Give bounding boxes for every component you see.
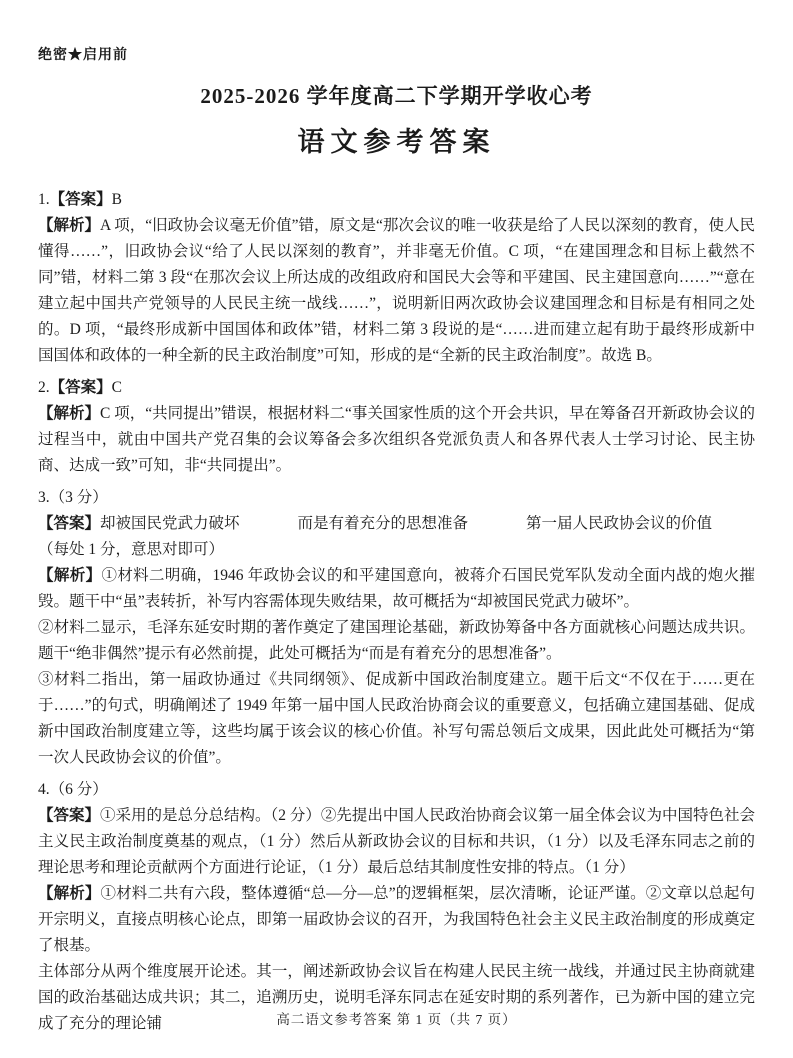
page-footer: 高二语文参考答案 第 1 页（共 7 页） xyxy=(276,1012,517,1027)
q1-answer-label: 【答案】 xyxy=(49,191,112,208)
q1-analysis xyxy=(38,213,755,369)
q2-answer-value: C xyxy=(111,379,122,396)
answer-key-title: 语文参考答案 xyxy=(297,127,496,157)
q1-analysis-text: A 项，“旧政协会议毫无价值”错，原文是“那次会议的唯一收获是给了人民以深刻的教育，使人民懂得……”，旧政协会议“给了人民以深刻的教育”，并非毫无价值。C 项，“在建国理念和目标上截然不同”错，材料二第 3 段“在那次会议上所达成的改组政府和国民大会等和平建国、民主建国意向……”“意在建立起中国共产党领导的人民民主统一战线……”，说明新旧两次政协会议建国理念和目标是有相同之处的。D 项，“最终形成新中国国体和政体”错，材料二第 3 段说的是“……进而建立起有助于最终形成新中国国体和政体的一种全新的民主政治制度”可知，形成的是“全新的民主政治制度”。故选 B。 xyxy=(38,217,755,364)
q3-blank-3: 第一届人民政协会议的价值 xyxy=(526,515,713,532)
q4-answer xyxy=(38,803,755,881)
answer-key-body xyxy=(38,187,755,1037)
q3-analysis-3: ③材料二指出，第一届政协通过《共同纲领》、促成新中国政治制度建立。题干后文“不仅在于……更在于……”的句式，明确阐述了 1949 年第一届中国人民政治协商会议的重要意义，包括确立建国基础、促成新中国政治制度建立等，这些均属于该会议的核心价值。补写句需总领后文成果，因此此处可概括为“第一次人民政协会议的价值”。 xyxy=(38,671,755,766)
q4-heading: 4.（6 分） xyxy=(38,781,108,798)
q1-number: 1. xyxy=(38,191,50,208)
section-q1 xyxy=(38,187,755,369)
secrecy-label: 绝密★启用前 xyxy=(38,48,128,63)
q2-number: 2. xyxy=(38,379,50,396)
q2-analysis-label: 【解析】 xyxy=(38,405,101,422)
q3-blank-1: 却被国民党武力破坏 xyxy=(100,515,240,532)
q3-analysis-1 xyxy=(38,563,755,615)
q3-answer-line xyxy=(38,511,755,537)
section-q2 xyxy=(38,375,755,479)
q2-analysis xyxy=(38,401,755,479)
q3-scoring-note: （每处 1 分，意思对即可） xyxy=(38,541,225,558)
q2-analysis-text: C 项，“共同提出”错误，根据材料二“事关国家性质的这个开会共识，早在筹备召开新政协会议的过程当中，就由中国共产党召集的会议筹备会多次组织各党派负责人和各界代表人士学习讨论、民主协商、达成一致”可知，非“共同提出”。 xyxy=(38,405,755,474)
q4-analysis xyxy=(38,881,755,959)
q3-answer-label: 【答案】 xyxy=(38,515,101,532)
q4-analysis-text: ①材料二共有六段，整体遵循“总—分—总”的逻辑框架，层次清晰，论证严谨。②文章以总起句开宗明义，直接点明核心论点，即第一届政协会议的召开，为我国特色社会主义民主政治制度的形成奠定了根基。 xyxy=(38,885,755,954)
q3-heading: 3.（3 分） xyxy=(38,489,108,506)
q3-analysis-1-text: ①材料二明确，1946 年政协会议的和平建国意向，被蒋介石国民党军队发动全面内战的炮火摧毁。题干中“虽”表转折，补写内容需体现失败结果，故可概括为“却被国民党武力破坏”。 xyxy=(38,567,755,610)
q2-answer-label: 【答案】 xyxy=(49,379,112,396)
q3-analysis-label: 【解析】 xyxy=(38,567,102,584)
q4-analysis-label: 【解析】 xyxy=(38,885,101,902)
section-q3 xyxy=(38,485,755,771)
exam-title: 2025-2026 学年度高二下学期开学收心考 xyxy=(200,84,593,108)
q1-analysis-label: 【解析】 xyxy=(38,217,101,234)
section-q4 xyxy=(38,777,755,1037)
q3-analysis-2: ②材料二显示，毛泽东延安时期的著作奠定了建国理论基础，新政协筹备中各方面就核心问题达成共识。题干“绝非偶然”提示有必然前提，此处可概括为“而是有着充分的思想准备”。 xyxy=(38,619,755,662)
q3-blank-2: 而是有着充分的思想准备 xyxy=(297,515,469,532)
q1-answer-line xyxy=(38,187,755,213)
q4-answer-label: 【答案】 xyxy=(38,807,101,824)
q4-answer-text: ①采用的是总分总结构。（2 分）②先提出中国人民政治协商会议第一届全体会议为中国特色社会主义民主政治制度奠基的观点，（1 分）然后从新政协会议的目标和共识，（1 分）以及毛泽东同志之前的理论思考和理论贡献两个方面进行论证，（1 分）最后总结其制度性安排的特点。（1 分） xyxy=(38,807,755,876)
q2-answer-line xyxy=(38,375,755,401)
q4-analysis-continued: 主体部分从两个维度展开论述。其一，阐述新政协会议旨在构建人民民主统一战线，并通过民主协商就建国的政治基础达成共识；其二，追溯历史，说明毛泽东同志在延安时期的系列著作，已为新中国的建立完成了充分的理论铺 xyxy=(38,963,755,1032)
q1-answer-value: B xyxy=(111,191,122,208)
